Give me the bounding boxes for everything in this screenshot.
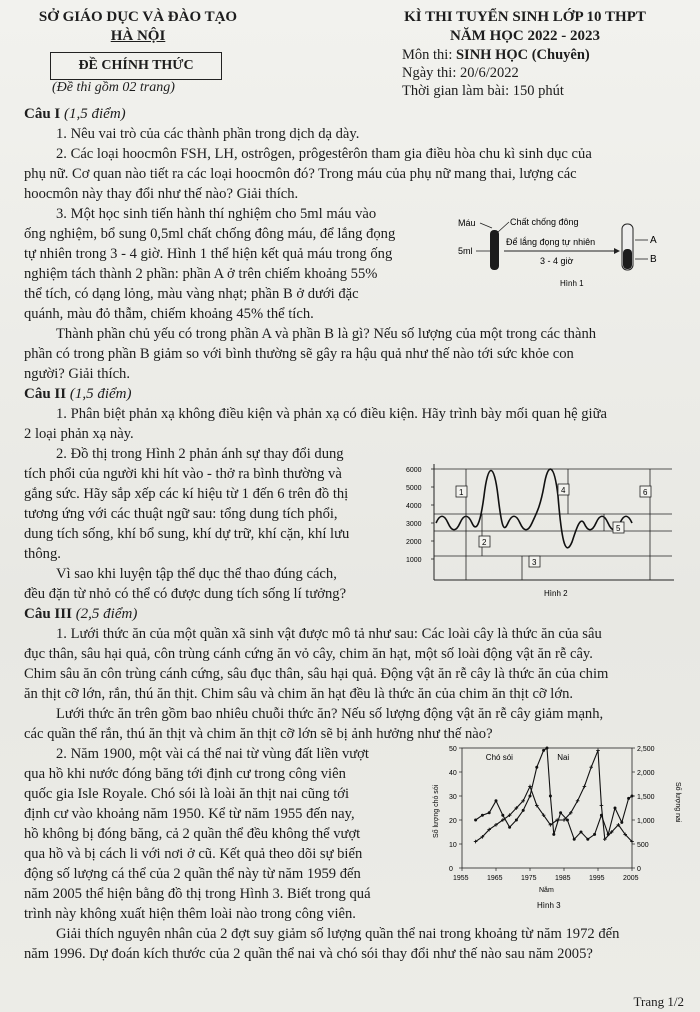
city-name: HÀ NỘI xyxy=(110,28,166,44)
fig1-part-b-layer xyxy=(623,249,632,269)
fig3-point-wolf xyxy=(508,826,511,829)
fig1-volume-label: 5ml xyxy=(458,246,473,256)
fig2-label-4: 4 xyxy=(561,486,566,495)
fig3-point-wolf xyxy=(566,819,569,822)
question-1: Câu I (1,5 điểm) 1. Nêu vai trò của các thành phần trong dịch dạ dày. 2. Các loại hoocmôn FSH, LH, ostrôgen, prôgestêrôn tham gia điều hòa chu kì sinh dục của phụ nữ. Cơ quan nào tiết ra các loại hoocmôn đó? Trong máu của phụ nữ mang thai, lượng các hoocmôn này thay đổi như thế nào? Giải thích. xyxy=(24,104,678,204)
q3-item-2-question: Giải thích nguyên nhân của 2 đợt suy giảm số lượng quần thể nai trong khoảng từ năm 1972 đến năm 1996. Dự đoán kích thước của 2 quần thể nai và chó sói thay đổi như thế nào sau năm 2005? xyxy=(24,926,620,962)
page-number: Trang 1/2 xyxy=(633,994,684,1009)
fig3-y-right-tick-label: 0 xyxy=(637,866,641,873)
fig3-point-wolf xyxy=(535,766,538,769)
figure-3-population-chart xyxy=(424,740,686,912)
fig3-point-moose xyxy=(600,804,604,808)
fig3-y-left-tick-label: 50 xyxy=(449,746,457,753)
fig3-point-wolf xyxy=(593,833,596,836)
fig3-y-left-tick-label: 40 xyxy=(449,770,457,777)
fig2-tick-label: 1000 xyxy=(406,557,422,564)
fig3-point-wolf xyxy=(549,795,552,798)
fig2-breathing-trace xyxy=(436,469,632,548)
fig3-point-wolf xyxy=(620,821,623,824)
fig3-point-wolf xyxy=(586,838,589,841)
fig2-reference-lines xyxy=(434,469,672,556)
q1-item-3-question: Thành phần chủ yếu có trong phần A và phần B là gì? Nếu số lượng của một trong các thành phần có trong phần B giảm so với bình thường sẽ gây ra hậu quả như thế nào tới sức khỏe con người? Giải thích. xyxy=(24,326,597,382)
fig1-anticoagulant-label: Chất chống đông xyxy=(510,217,579,227)
official-exam-box: ĐỀ CHÍNH THỨC xyxy=(50,52,222,80)
q1-item-2: 2. Các loại hoocmôn FSH, LH, ostrôgen, prôgestêrôn tham gia điều hòa chu kì sinh dục của xyxy=(56,146,592,162)
fig2-label-3: 3 xyxy=(532,558,537,567)
fig1-settle-label: Để lắng đọng tự nhiên xyxy=(506,237,596,247)
fig3-point-wolf xyxy=(631,795,634,798)
fig3-point-wolf xyxy=(614,807,617,810)
fig3-point-wolf xyxy=(474,819,477,822)
question-1-title: Câu I (1,5 điểm) xyxy=(24,106,126,122)
fig3-y-right-tick-label: 2,000 xyxy=(637,770,655,777)
fig3-y-right-tick-label: 500 xyxy=(637,842,649,849)
fig2-caption: Hình 2 xyxy=(544,589,568,598)
fig3-y-left-tick-label: 0 xyxy=(449,866,453,873)
q2-item-2: 2. Đồ thị trong Hình 2 phản ánh sự thay đổi dung tích phổi của người khi hít vào - thở ra bình thường và gắng sức. Hãy sắp xếp các kí hiệu từ 1 đến 6 trên đồ thị tương ứng với các thuật ngữ sau: tổng dung tích phổi, dung tích sống, khí bổ sung, khí dự trữ, khí cặn, khí lưu thông. Vì sao khi luyện tập thể dục thể thao đúng cách, đều đặn từ nhỏ có thể có được dung tích sống lí tưởng? xyxy=(24,446,350,602)
fig3-y-left-tick-label: 30 xyxy=(449,794,457,801)
school-year: NĂM HỌC 2022 - 2023 xyxy=(450,28,600,44)
fig3-point-wolf xyxy=(559,811,562,814)
fig3-y-right-tick-label: 2,500 xyxy=(637,746,655,753)
fig2-tick-label: 5000 xyxy=(406,485,422,492)
fig3-y-right-tick-label: 1,000 xyxy=(637,818,655,825)
question-3-title: Câu III (2,5 điểm) xyxy=(24,606,138,622)
fig3-x-tick-label: 1995 xyxy=(589,875,605,882)
fig2-label-5: 5 xyxy=(616,524,621,533)
fig2-label-1: 1 xyxy=(459,488,464,497)
fig3-legend-wolf: Chó sói xyxy=(485,753,513,762)
exam-meta xyxy=(402,46,590,100)
test-tube-before xyxy=(490,230,499,270)
fig3-caption: Hình 3 xyxy=(537,901,561,910)
fig3-point-moose xyxy=(528,785,532,789)
fig3-y-left-tick-label: 10 xyxy=(449,842,457,849)
question-2: Câu II (1,5 điểm) 1. Phân biệt phản xạ không điều kiện và phản xạ có điều kiện. Hãy trình bày mối quan hệ giữa 2 loại phản xạ này. xyxy=(24,384,678,444)
fig3-x-tick-label: 1975 xyxy=(521,875,537,882)
fig3-point-wolf xyxy=(495,799,498,802)
question-2-title: Câu II (1,5 điểm) xyxy=(24,386,132,402)
fig3-point-wolf xyxy=(552,833,555,836)
fig2-tick-label: 6000 xyxy=(406,467,422,474)
fig3-x-tick-label: 1965 xyxy=(487,875,503,882)
fig3-point-moose xyxy=(589,765,593,769)
fig2-label-6: 6 xyxy=(643,488,648,497)
fig3-series-line-moose xyxy=(476,750,632,841)
fig3-point-wolf xyxy=(627,797,630,800)
q1-item-1: 1. Nêu vai trò của các thành phần trong dịch dạ dày. xyxy=(56,126,360,142)
fig2-y-ticks xyxy=(406,467,434,564)
fig1-blood-label: Máu xyxy=(458,218,476,228)
fig3-point-wolf xyxy=(542,749,545,752)
fig3-point-wolf xyxy=(529,795,532,798)
q2-item-1: 1. Phân biệt phản xạ không điều kiện và phản xạ có điều kiện. Hãy trình bày mối quan hệ giữa xyxy=(56,406,607,422)
fig3-x-axis-label: Năm xyxy=(539,887,554,894)
department-name: SỞ GIÁO DỤC VÀ ĐÀO TẠO xyxy=(38,9,238,25)
exam-date: Ngày thi: 20/6/2022 xyxy=(402,65,519,81)
question-3: Câu III (2,5 điểm) 1. Lưới thức ăn của một quần xã sinh vật được mô tả như sau: Các loài cây là thức ăn của sâu đục thân, sâu hại quả, côn trùng cánh cứng ăn vỏ cây, chim ăn hạt, một số loài động vật ăn rễ cây. Chim sâu ăn côn trùng cánh cứng, sâu đục thân, sâu hại quả. Động vật ăn rễ cây là thức ăn của chim ăn thịt cỡ lớn, rắn, thú ăn thịt. Chim sâu và chim ăn hạt đều là thức ăn của chim ăn thịt cỡ lớn. Lưới thức ăn trên gồm bao nhiêu chuỗi thức ăn? Nếu số lượng động vật ăn rễ cây giảm mạnh, các quần thể rắn, thú ăn thịt và chim ăn thịt cỡ lớn sẽ bị ảnh hưởng như thế nào? xyxy=(24,604,678,744)
fig3-point-wolf xyxy=(522,809,525,812)
fig3-legend-moose: Nai xyxy=(557,753,570,762)
figure-1-blood-test xyxy=(452,214,682,296)
fig2-tick-label: 4000 xyxy=(406,503,422,510)
fig1-label-a: A xyxy=(650,235,657,246)
fig2-tick-label: 2000 xyxy=(406,539,422,546)
q3-item-2: 2. Năm 1900, một vài cá thể nai từ vùng đất liền vượt qua hồ khi nước đóng băng tới định cư trong công viên quốc gia Isle Royale. Chó sói là loài ăn thịt nai cũng tới định cư vào khoảng năm 1950. Kể từ năm 1955 đến nay, hồ không bị đóng băng, cả 2 quần thể đều không thể vượt qua hồ và bị cách li với nơi ở cũ. Kết quả theo dõi sự biến động số lượng cá thể của 2 quần thể này từ năm 1959 đến năm 2005 thể hiện bằng đồ thị trong Hình 3. Biết trong quá trình này không xuất hiện thêm loài nào trong công viên. xyxy=(24,746,371,922)
fig3-x-tick-label: 2005 xyxy=(623,875,639,882)
fig3-point-wolf xyxy=(481,814,484,817)
fig3-y-left-tick-label: 20 xyxy=(449,818,457,825)
subject: SINH HỌC (Chuyên) xyxy=(455,47,590,63)
fig3-point-wolf xyxy=(546,747,549,750)
fig1-label-b: B xyxy=(650,254,657,265)
q1-item-3: 3. Một học sinh tiến hành thí nghiệm cho 5ml máu vào ống nghiệm, bổ sung 0,5ml chất chống đông máu, để lắng đọng tự nhiên trong 3 - 4 giờ. Hình 1 thể hiện kết quả máu trong ống nghiệm tách thành 2 phần: phần A ở trên chiếm khoảng 55% thể tích, có dạng lỏng, màu vàng nhạt; phần B ở dưới đặc quánh, màu đỏ thẫm, chiếm khoảng 45% thể tích. xyxy=(24,206,396,322)
figure-2-lung-volume xyxy=(404,456,682,600)
fig3-point-moose xyxy=(583,785,587,789)
q3-item-1: 1. Lưới thức ăn của một quần xã sinh vật được mô tả như sau: Các loài cây là thức ăn của sâu xyxy=(56,626,602,642)
exam-duration: Thời gian làm bài: 150 phút xyxy=(402,83,564,99)
fig2-label-2: 2 xyxy=(482,538,487,547)
issuing-department xyxy=(28,8,248,46)
fig2-number-labels xyxy=(456,484,651,567)
page-count-note: (Đề thi gồm 02 trang) xyxy=(52,80,175,95)
exam-header xyxy=(360,8,690,46)
fig3-point-wolf xyxy=(515,819,518,822)
fig3-y-left-axis-label: Số lượng chó sói xyxy=(433,784,440,838)
fig1-caption: Hình 1 xyxy=(560,279,584,288)
fig3-point-wolf xyxy=(573,838,576,841)
fig3-point-wolf xyxy=(501,814,504,817)
fig3-point-wolf xyxy=(488,811,491,814)
fig3-x-tick-label: 1955 xyxy=(453,875,469,882)
fig2-tick-label: 3000 xyxy=(406,521,422,528)
fig3-point-moose xyxy=(596,749,600,753)
fig3-plot-frame xyxy=(462,748,632,868)
fig3-y-right-tick-label: 1,500 xyxy=(637,794,655,801)
fig3-point-wolf xyxy=(580,831,583,834)
fig3-x-tick-label: 1985 xyxy=(555,875,571,882)
fig3-y-right-axis-label: Số lượng nai xyxy=(674,782,681,823)
fig2-axes xyxy=(434,464,674,580)
fig1-time-label: 3 - 4 giờ xyxy=(540,256,574,266)
exam-title: KÌ THI TUYỂN SINH LỚP 10 THPT xyxy=(404,9,646,25)
subject-line: Môn thi: SINH HỌC (Chuyên) xyxy=(402,47,590,63)
